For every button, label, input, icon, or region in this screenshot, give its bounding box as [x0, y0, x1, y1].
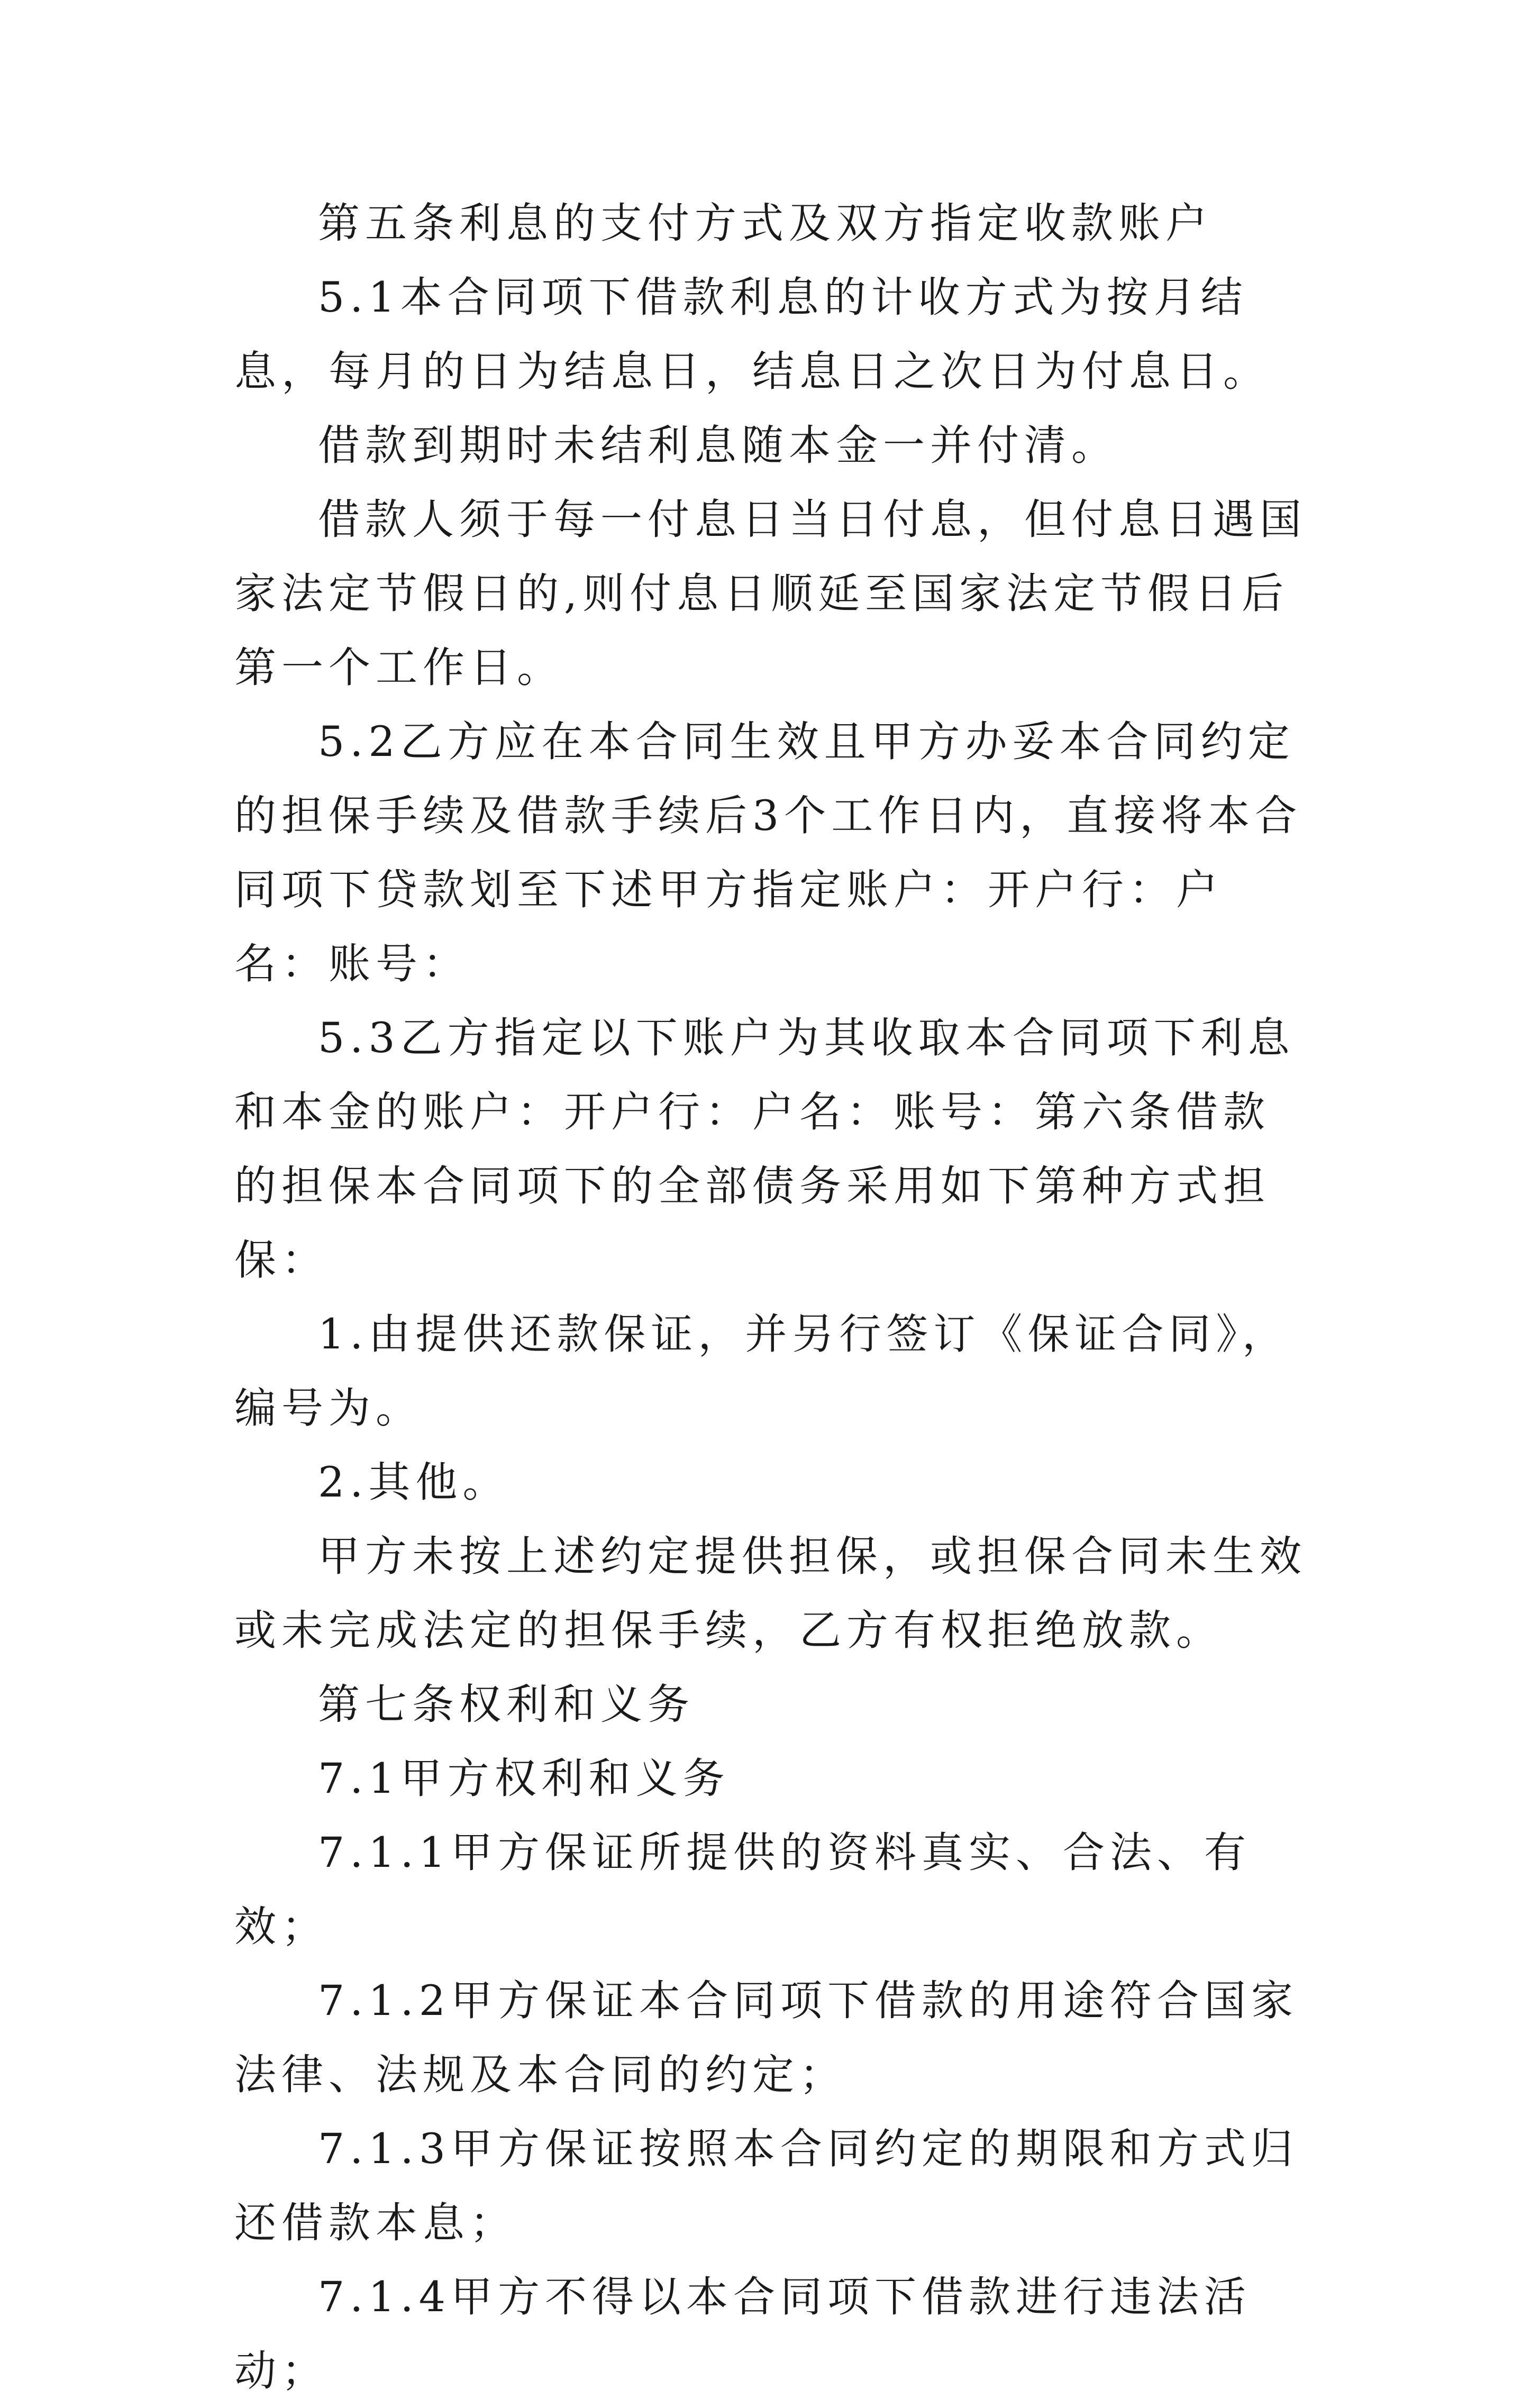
paragraph-guarantee-failure: 甲方未按上述约定提供担保，或担保合同未生效或未完成法定的担保手续，乙方有权拒绝放款。 [234, 1532, 1307, 1655]
paragraph-payment-day: 借款人须于每一付息日当日付息，但付息日遇国家法定节假日的,则付息日顺延至国家法定节假日后第一个工作日。 [234, 495, 1307, 692]
list-item-guarantee-2: 2.其他。 [318, 1458, 510, 1507]
paragraph-7-1-1: 7.1.1甲方保证所提供的资料真实、合法、有效； [234, 1828, 1252, 1951]
paragraph-7-1-3: 7.1.3甲方保证按照本合同约定的期限和方式归还借款本息； [234, 2124, 1299, 2247]
paragraph-5-3: 5.3乙方指定以下账户为其收取本合同项下利息和本金的账户：开户行：户名：账号：第六条借款的担保本合同项下的全部债务采用如下第种方式担保： [234, 1014, 1295, 1284]
paragraph-7-1-4: 7.1.4甲方不得以本合同项下借款进行违法活动； [234, 2273, 1252, 2395]
heading-article-7: 第七条权利和义务 [318, 1680, 695, 1729]
paragraph-5-2: 5.2乙方应在本合同生效且甲方办妥本合同约定的担保手续及借款手续后3个工作日内，直接将本合同项下贷款划至下述甲方指定账户：开户行：户名：账号： [234, 717, 1302, 988]
paragraph-interest-at-maturity: 借款到期时未结利息随本金一并付清。 [318, 421, 1118, 470]
paragraph-5-1: 5.1本合同项下借款利息的计收方式为按月结息，每月的日为结息日，结息日之次日为付息日。 [234, 273, 1270, 396]
heading-7-1: 7.1甲方权利和义务 [318, 1754, 730, 1803]
heading-article-5: 第五条利息的支付方式及双方指定收款账户 [318, 199, 1213, 248]
paragraph-7-1-2: 7.1.2甲方保证本合同项下借款的用途符合国家法律、法规及本合同的约定； [234, 1976, 1299, 2099]
list-item-guarantee-1: 1.由提供还款保证，并另行签订《保证合同》，编号为。 [234, 1310, 1289, 1433]
document-body [234, 186, 1314, 2408]
